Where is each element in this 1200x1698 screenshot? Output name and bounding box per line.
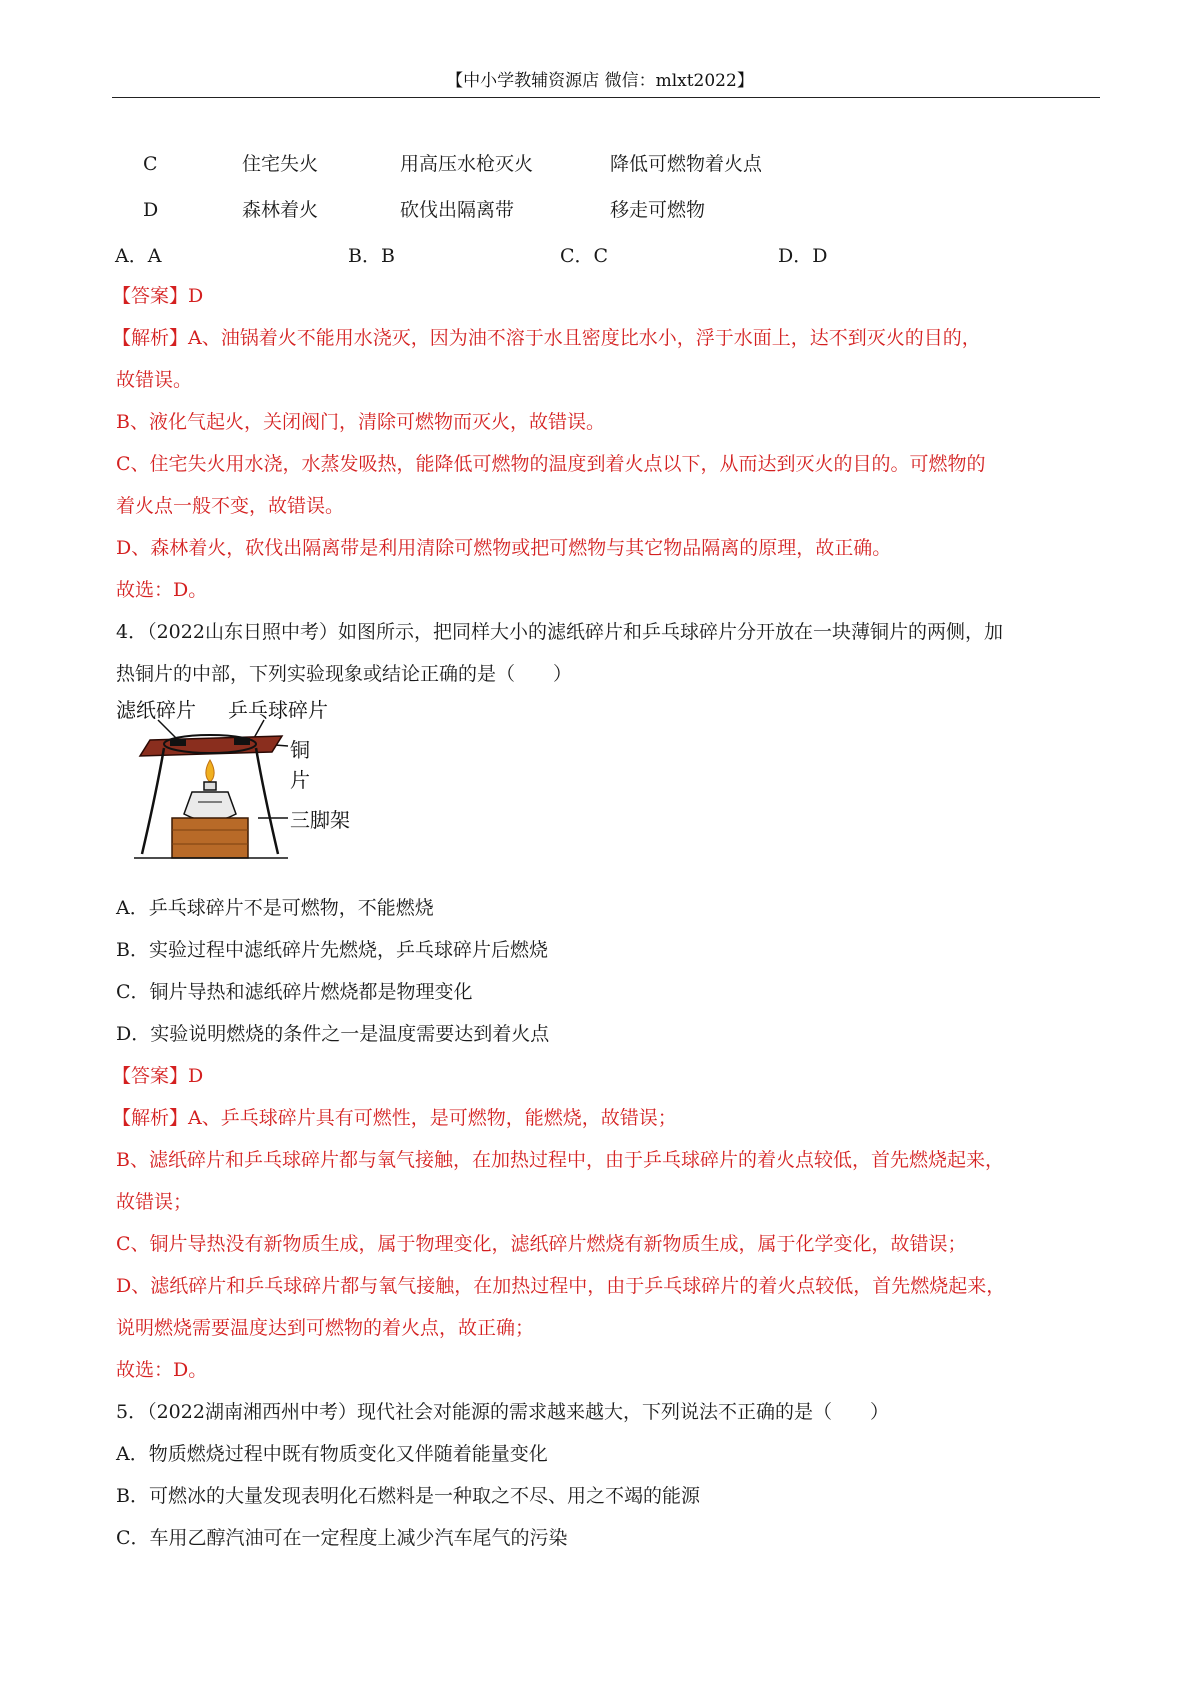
q5-option-c: C．车用乙醇汽油可在一定程度上减少汽车尾气的污染 [116, 1527, 568, 1549]
q4-option-c: C．铜片导热和滤纸碎片燃烧都是物理变化 [116, 981, 473, 1003]
table-cell-label: D [143, 199, 159, 221]
figure-label-filter-paper: 滤纸碎片 [116, 698, 196, 722]
figure-label-pingpong: 乒乓球碎片 [228, 698, 328, 722]
q4-analysis-line: 故选：D。 [116, 1359, 208, 1381]
q5-stem: 5．（2022湖南湘西州中考）现代社会对能源的需求越来越大，下列说法不正确的是（ ） [116, 1401, 889, 1423]
table-cell-case: 住宅失火 [242, 153, 319, 175]
table-cell-method: 砍伐出隔离带 [400, 199, 515, 221]
q4-stem-line: 热铜片的中部，下列实验现象或结论正确的是（ ） [116, 663, 573, 685]
q4-option-a: A．乒乓球碎片不是可燃物，不能燃烧 [116, 897, 434, 919]
q5-option-b: B．可燃冰的大量发现表明化石燃料是一种取之不尽、用之不竭的能源 [116, 1485, 700, 1507]
q4-analysis-line: 说明燃烧需要温度达到可燃物的着火点，故正确； [116, 1317, 535, 1339]
figure-label-copper: 片 [290, 768, 310, 792]
q4-analysis-line: C、铜片导热没有新物质生成，属于物理变化，滤纸碎片燃烧有新物质生成，属于化学变化，故错误； [116, 1233, 967, 1255]
q4-stem-line: 4．（2022山东日照中考）如图所示，把同样大小的滤纸碎片和乒乓球碎片分开放在一块薄铜片的两侧，加 [116, 621, 1003, 643]
q3-analysis-line: 故选：D。 [116, 579, 208, 601]
q3-option-c: C．C [560, 245, 609, 267]
q3-option-b: B．B [348, 245, 395, 267]
q5-option-a: A．物质燃烧过程中既有物质变化又伴随着能量变化 [116, 1443, 548, 1465]
table-cell-principle: 降低可燃物着火点 [610, 153, 763, 175]
q3-answer: 【答案】D [112, 285, 204, 307]
q4-answer: 【答案】D [112, 1065, 204, 1087]
q4-analysis-line: 故错误； [116, 1191, 193, 1213]
q4-analysis-line: 【解析】A、乒乓球碎片具有可燃性，是可燃物，能燃烧，故错误； [112, 1107, 677, 1129]
q3-analysis-line: B、液化气起火，关闭阀门，清除可燃物而灭火，故错误。 [116, 411, 605, 433]
q4-option-d: D．实验说明燃烧的条件之一是温度需要达到着火点 [116, 1023, 550, 1045]
table-cell-principle: 移走可燃物 [610, 199, 706, 221]
header-divider [112, 97, 1100, 98]
figure-label-tripod: 三脚架 [290, 808, 350, 832]
page-header: 【中小学教辅资源店 微信：mlxt2022】 [446, 71, 754, 91]
tripod-burner-illustration [112, 694, 362, 872]
q3-analysis-line: 故错误。 [116, 369, 193, 391]
q4-option-b: B．实验过程中滤纸碎片先燃烧，乒乓球碎片后燃烧 [116, 939, 548, 961]
q3-analysis-line: C、住宅失火用水浇，水蒸发吸热，能降低可燃物的温度到着火点以下，从而达到灭火的目的。可燃物的 [116, 453, 986, 475]
q3-option-d: D．D [778, 245, 828, 267]
experiment-figure [112, 694, 362, 872]
table-cell-case: 森林着火 [242, 199, 319, 221]
figure-label-copper: 铜 [290, 738, 310, 762]
table-cell-label: C [143, 153, 158, 175]
q3-option-a: A．A [115, 245, 162, 267]
q3-analysis-line: D、森林着火，砍伐出隔离带是利用清除可燃物或把可燃物与其它物品隔离的原理，故正确。 [116, 537, 892, 559]
table-cell-method: 用高压水枪灭火 [400, 153, 534, 175]
q3-analysis-line: 着火点一般不变，故错误。 [116, 495, 345, 517]
q4-analysis-line: D、滤纸碎片和乒乓球碎片都与氧气接触，在加热过程中，由于乒乓球碎片的着火点较低，首先燃烧起来， [116, 1275, 1006, 1297]
q3-analysis-line: 【解析】A、油锅着火不能用水浇灭，因为油不溶于水且密度比水小，浮于水面上，达不到灭火的目的， [112, 327, 981, 349]
q4-analysis-line: B、滤纸碎片和乒乓球碎片都与氧气接触，在加热过程中，由于乒乓球碎片的着火点较低，首先燃烧起来， [116, 1149, 1004, 1171]
